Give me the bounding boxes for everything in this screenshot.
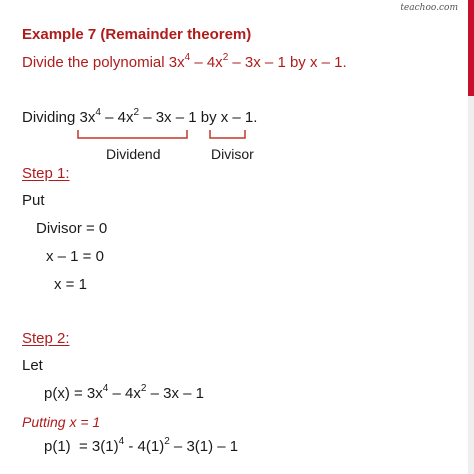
watermark: teachoo.com bbox=[400, 3, 458, 13]
question-prefix: Divide the polynomial 3x bbox=[22, 54, 185, 71]
page-title: Example 7 (Remainder theorem) bbox=[22, 26, 252, 43]
question-suffix: – 3x – 1 by x – 1. bbox=[228, 54, 347, 71]
dividend-brace bbox=[78, 130, 187, 138]
p1-suffix: – 3(1) – 1 bbox=[169, 438, 239, 455]
step1-line2: x – 1 = 0 bbox=[46, 248, 104, 265]
step1-line1: Divisor = 0 bbox=[36, 220, 108, 237]
step2-let: Let bbox=[22, 357, 43, 374]
px-sup-2: 2 bbox=[140, 383, 147, 394]
dividing-line bbox=[22, 109, 257, 127]
px-definition bbox=[44, 385, 204, 403]
step1-put: Put bbox=[22, 192, 45, 209]
scroll-bar[interactable] bbox=[468, 0, 474, 474]
dividing-mid-2: – 3x – 1 by x – 1. bbox=[139, 109, 258, 126]
px-sup-1: 4 bbox=[102, 383, 109, 394]
step2-heading: Step 2: bbox=[22, 330, 70, 347]
px-mid: – 4x bbox=[108, 385, 141, 402]
question-mid: – 4x bbox=[190, 54, 223, 71]
scroll-thumb[interactable] bbox=[468, 0, 474, 96]
p1-evaluation bbox=[44, 438, 238, 456]
divisor-brace bbox=[210, 130, 245, 138]
p1-mid: - 4(1) bbox=[124, 438, 165, 455]
step1-heading: Step 1: bbox=[22, 165, 70, 182]
px-suffix: – 3x – 1 bbox=[146, 385, 204, 402]
dividing-sup-1: 4 bbox=[95, 107, 101, 118]
step1-line3: x = 1 bbox=[54, 276, 87, 293]
dividing-sup-2: 2 bbox=[133, 107, 140, 118]
dividend-label: Dividend bbox=[106, 146, 161, 162]
question-sup-1: 4 bbox=[184, 52, 191, 63]
p1-sup-2: 2 bbox=[164, 436, 170, 447]
question-sup-2: 2 bbox=[222, 52, 229, 63]
p1-sup-1: 4 bbox=[118, 436, 125, 447]
px-prefix: p(x) = 3x bbox=[44, 385, 103, 402]
dividing-mid-1: – 4x bbox=[100, 109, 134, 126]
question-text bbox=[22, 54, 347, 72]
putting-note: Putting x = 1 bbox=[22, 414, 101, 430]
dividing-prefix: Dividing 3x bbox=[22, 109, 96, 126]
p1-prefix: p(1) = 3(1) bbox=[44, 438, 119, 455]
divisor-label: Divisor bbox=[211, 146, 254, 162]
